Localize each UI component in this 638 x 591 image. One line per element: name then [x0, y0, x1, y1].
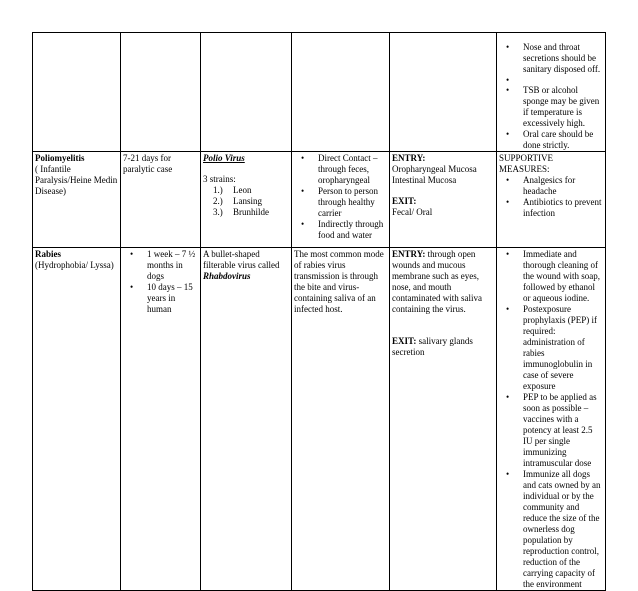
disease-cell [33, 248, 121, 591]
exit-text: salivary glands secretion [392, 336, 473, 357]
list-item: • 1 week – 7 ½ months in dogs [123, 249, 198, 282]
transmission-text: The most common mode of rabies virus transmission is through the bite and virus-containing saliva of an infected host. [294, 249, 384, 314]
list-item: 3.) Brunhilde [213, 207, 269, 217]
agent-cell [201, 248, 292, 591]
list-item: • Immunize all dogs and cats owned by an individual or by the community and reduce the size of the ownerless dog population by reproduction control, reduction of the carrying capacity of the environment [499, 469, 603, 590]
exit-text: Fecal/ Oral [392, 207, 433, 217]
entry-label: ENTRY: [392, 249, 426, 259]
exit-label: EXIT: [392, 196, 417, 206]
agent-cell [201, 152, 292, 248]
exit-label: EXIT: [392, 336, 417, 346]
exit-block [392, 336, 494, 358]
transmission-cell [292, 248, 390, 591]
agent-cell [201, 33, 292, 152]
entry-exit-cell [390, 33, 497, 152]
entry-label: ENTRY: [392, 153, 426, 163]
strains-heading: 3 strains: [203, 174, 236, 184]
entry-text: through open wounds and mucous membrane such as eyes, nose, and mouth contaminated with saliva containing the virus. [392, 249, 482, 314]
list-item: 2.) Lansing [213, 196, 262, 206]
entry-exit-cell [390, 248, 497, 591]
entry-text: Oropharyngeal Mucosa Intestinal Mucosa [392, 164, 477, 185]
transmission-cell [292, 33, 390, 152]
agent-name: Polio Virus [203, 153, 245, 163]
incubation-cell [121, 248, 201, 591]
disease-alt-name: (Hydrophobia/ Lyssa) [35, 260, 114, 270]
entry-exit-cell [390, 152, 497, 248]
management-list [499, 175, 603, 219]
table-row [33, 248, 606, 591]
list-item: • Indirectly through food and water [294, 219, 387, 241]
disease-cell [33, 152, 121, 248]
list-item: • Postexposure prophylaxis (PEP) if required: administration of rabies immunoglobulin in case of severe exposure [499, 304, 603, 392]
list-item: • 10 days – 15 years in human [123, 282, 198, 315]
transmission-list [294, 153, 387, 241]
list-item: • Analgesics for headache [499, 175, 603, 197]
management-cell [497, 152, 606, 248]
entry-block [392, 249, 494, 315]
management-cell [497, 33, 606, 152]
strains-list [203, 185, 289, 218]
list-item: 1.) Leon [213, 185, 252, 195]
list-item: • TSB or alcohol sponge may be given if temperature is excessively high. [499, 85, 603, 129]
incubation-list [123, 249, 198, 315]
list-item: • Antibiotics to prevent infection [499, 197, 603, 219]
table-row [33, 152, 606, 248]
disease-name: Poliomyelitis [35, 153, 85, 163]
management-heading: SUPPORTIVE MEASURES: [499, 153, 553, 174]
agent-text: A bullet-shaped filterable virus called [203, 249, 280, 270]
list-item: • PEP to be applied as soon as possible – vaccines with a potency at least 2.5 IU per single immunizing intramuscular dose [499, 392, 603, 469]
management-list [499, 42, 603, 151]
incubation-text: 7-21 days for paralytic case [123, 153, 173, 174]
management-cell [497, 248, 606, 591]
list-item: • Person to person through healthy carrier [294, 186, 387, 219]
disease-alt-name: ( Infantile Paralysis/Heine Medin Disease) [35, 164, 118, 196]
disease-cell [33, 33, 121, 152]
list-item: • Nose and throat secretions should be sanitary disposed off. [499, 42, 603, 75]
list-item: • Oral care should be done strictly. [499, 129, 603, 151]
transmission-cell [292, 152, 390, 248]
disease-name: Rabies [35, 249, 62, 259]
list-item: • Direct Contact – through feces, oropharyngeal [294, 153, 387, 186]
incubation-cell [121, 152, 201, 248]
agent-name: Rhabdovirus [203, 271, 251, 281]
table-row [33, 33, 606, 152]
list-item: • Immediate and thorough cleaning of the wound with soap, followed by ethanol or aqueous iodine. [499, 249, 603, 304]
incubation-cell [121, 33, 201, 152]
management-list [499, 249, 603, 590]
disease-table [32, 32, 606, 591]
